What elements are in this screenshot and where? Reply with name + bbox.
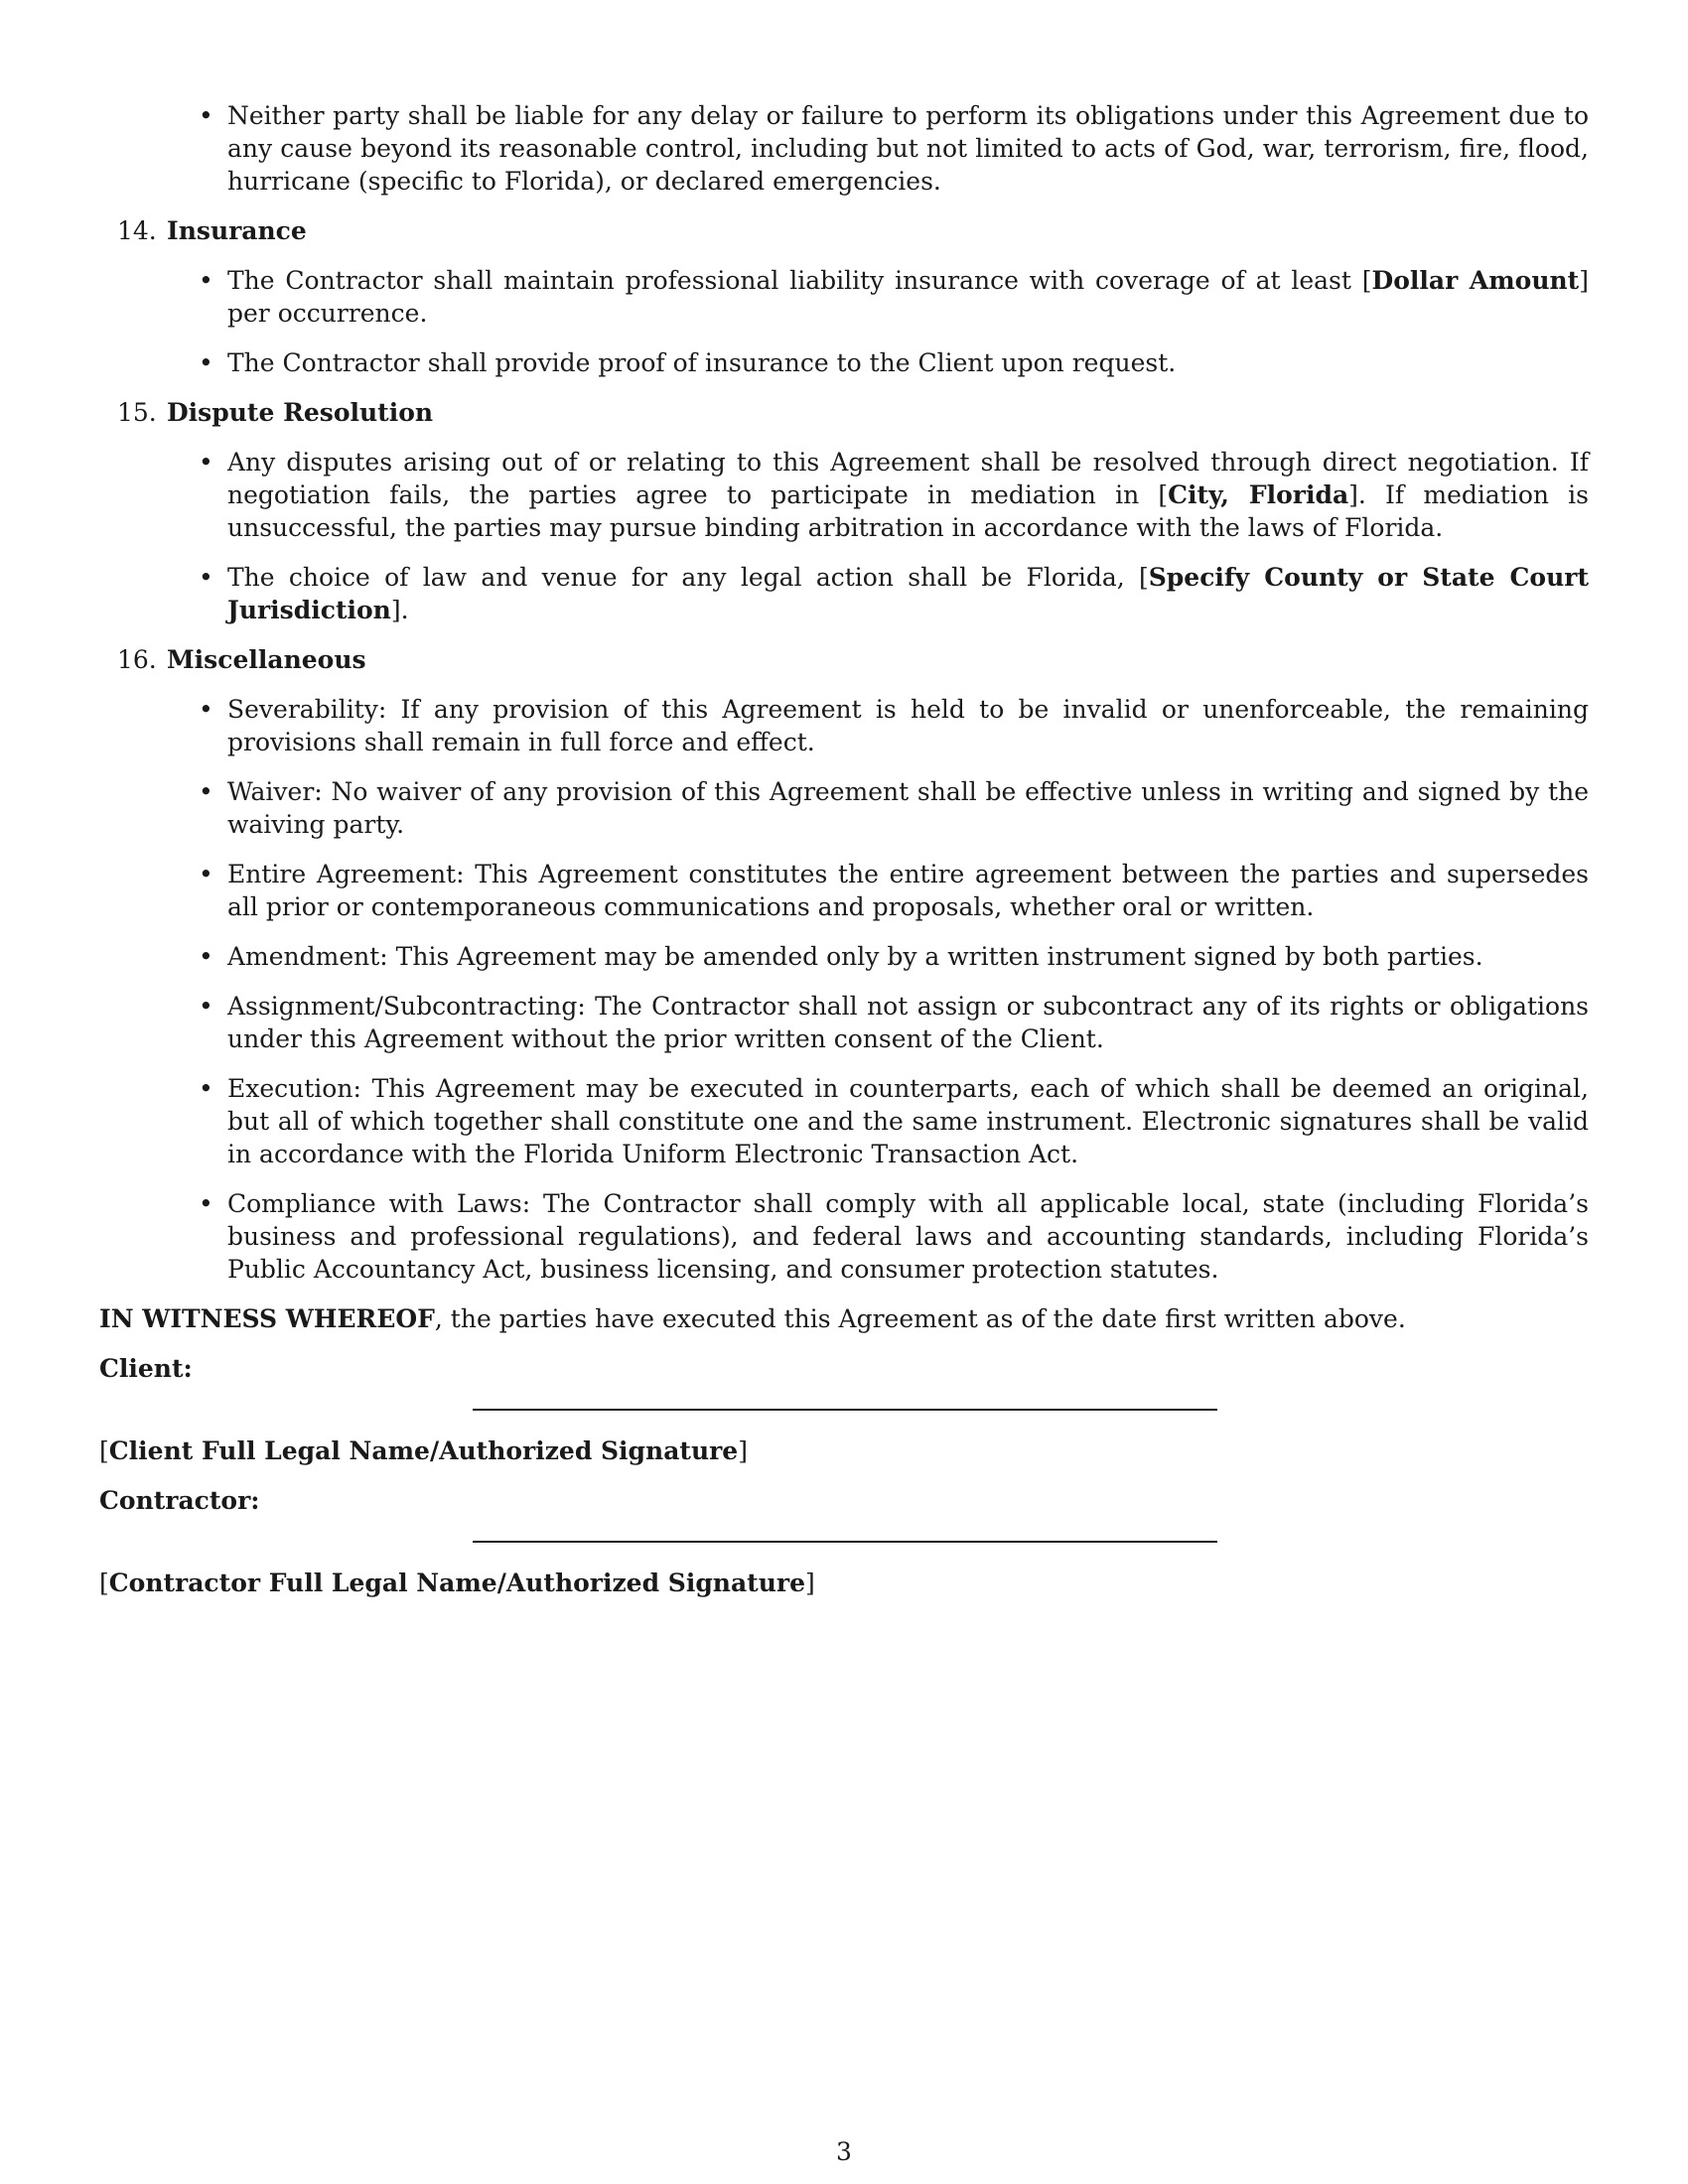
list-item: • Amendment: This Agreement may be amended only by a written instrument signed by both parties. [99, 940, 1589, 973]
contractor-name: Contractor Full Legal Name/Authorized Signature [108, 1569, 805, 1597]
section-number: 15. [117, 398, 157, 427]
section-dispute-resolution [99, 396, 1589, 626]
bracket: [ [99, 1436, 109, 1465]
contractor-signature-line[interactable] [473, 1541, 1217, 1543]
insurance-list [99, 264, 1589, 379]
document-page [99, 99, 1589, 1616]
list-item: • The Contractor shall provide proof of insurance to the Client upon request. [99, 346, 1589, 379]
list-item: • Entire Agreement: This Agreement constitutes the entire agreement between the parties and supersedes all prior or contemporaneous communications and proposals, whether oral or written. [99, 858, 1589, 923]
list-item [99, 446, 1589, 544]
list-item: • Waiver: No waiver of any provision of this Agreement shall be effective unless in writing and signed by the waiving party. [99, 775, 1589, 841]
page-number: 3 [836, 2137, 852, 2166]
client-label: Client: [99, 1354, 193, 1383]
list-item: • Compliance with Laws: The Contractor shall comply with all applicable local, state (including Florida’s business and professional regulations), and federal laws and accounting standards, including Florida’s Public Accountancy Act, business licensing, and consumer protection statutes. [99, 1187, 1589, 1286]
force-majeure-list [99, 99, 1589, 198]
section-miscellaneous [99, 643, 1589, 1286]
list-item: • Assignment/Subcontracting: The Contractor shall not assign or subcontract any of its rights or obligations under this Agreement without the prior written consent of the Client. [99, 990, 1589, 1055]
section-heading [99, 396, 1589, 429]
section-insurance [99, 214, 1589, 379]
text: Any disputes arising out of or relating to this Agreement shall be resolved through direct negotiation. If negotiation fails, the parties agree to participate in mediation in [ [227, 448, 1589, 509]
text: ] per occurrence. [227, 266, 1589, 328]
list-item [99, 561, 1589, 626]
list-item [99, 264, 1589, 330]
miscellaneous-list [99, 693, 1589, 1286]
section-heading [99, 643, 1589, 676]
text: The Contractor shall maintain professional liability insurance with coverage of at least [ [227, 266, 1372, 295]
section-title: Insurance [167, 216, 307, 245]
list-item: • Execution: This Agreement may be executed in counterparts, each of which shall be deemed an original, but all of which together shall constitute one and the same instrument. Electronic signatures shall be valid in accordance with the Florida Uniform Electronic Transaction Act. [99, 1072, 1589, 1170]
contractor-name-placeholder [99, 1567, 1589, 1599]
text: The choice of law and venue for any legal action shall be Florida, [ [227, 563, 1149, 592]
witness-heading: IN WITNESS WHEREOF [99, 1304, 435, 1333]
witness-clause [99, 1302, 1589, 1335]
section-number: 16. [117, 645, 157, 674]
section-heading [99, 214, 1589, 247]
text: ]. [390, 596, 409, 624]
bracket: ] [804, 1569, 815, 1597]
witness-text: , the parties have executed this Agreement as of the date first written above. [434, 1304, 1406, 1333]
client-name-placeholder [99, 1434, 1589, 1467]
list-item: • Severability: If any provision of this Agreement is held to be invalid or unenforceable, the remaining provisions shall remain in full force and effect. [99, 693, 1589, 758]
force-majeure-bullet: • Neither party shall be liable for any delay or failure to perform its obligations under this Agreement due to any cause beyond its reasonable control, including but not limited to acts of God, war, terrorism, fire, flood, hurricane (specific to Florida), or declared emergencies. [99, 99, 1589, 198]
bracket: [ [99, 1569, 109, 1597]
client-signature-line[interactable] [473, 1409, 1217, 1411]
contractor-label: Contractor: [99, 1486, 260, 1515]
text: ]. If mediation is unsuccessful, the parties may pursue binding arbitration in accordance with the laws of Florida. [227, 480, 1589, 542]
section-title: Dispute Resolution [167, 398, 434, 427]
placeholder-jurisdiction: Specify County or State Court Jurisdiction [227, 563, 1589, 624]
placeholder-dollar-amount: Dollar Amount [1371, 266, 1580, 295]
client-name: Client Full Legal Name/Authorized Signature [108, 1436, 739, 1465]
placeholder-city: City, Florida [1168, 480, 1349, 509]
bracket: ] [738, 1436, 748, 1465]
section-title: Miscellaneous [167, 645, 366, 674]
dispute-list [99, 446, 1589, 626]
section-number: 14. [117, 216, 157, 245]
